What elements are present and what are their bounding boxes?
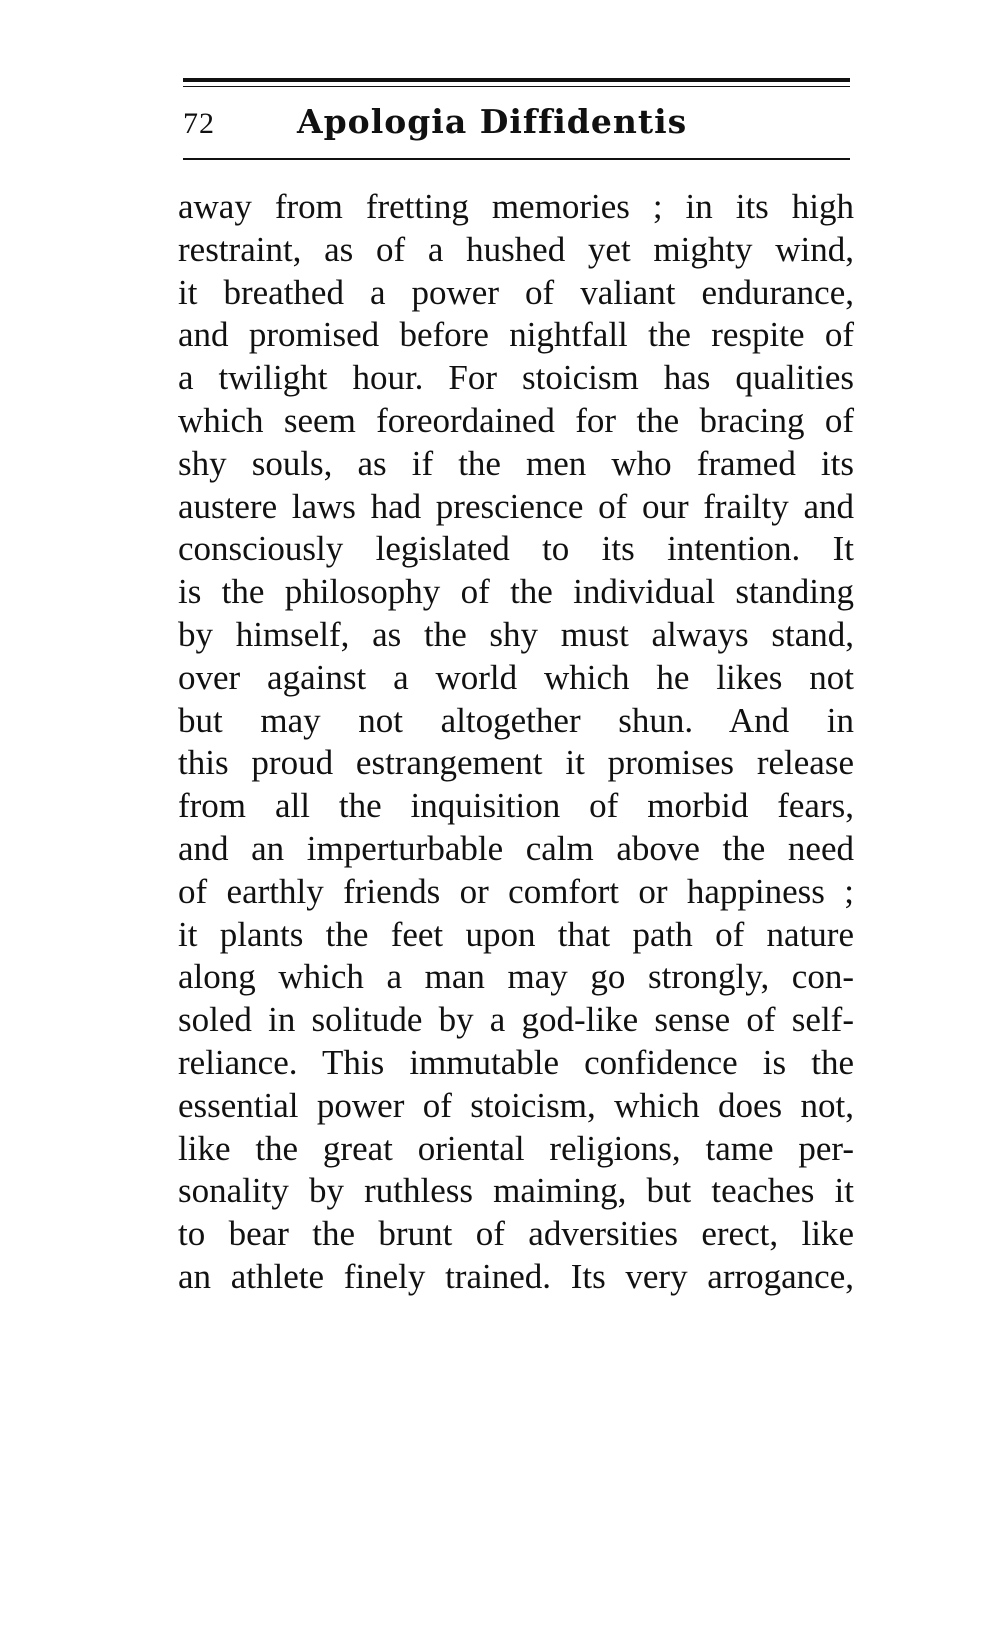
text-line: reliance. This immutable confidence is the (178, 1042, 854, 1082)
text-line: from all the inquisition of morbid fears, (178, 786, 854, 826)
text-line: restraint, as of a hushed yet mighty wind, (178, 229, 854, 269)
text-line: consciously legislated to its intention. It (178, 529, 854, 569)
text-line: like the great oriental religions, tame per- (178, 1128, 854, 1168)
text-line: soled in solitude by a god-like sense of self- (178, 1000, 854, 1040)
text-line: an athlete finely trained. Its very arrogance, (178, 1256, 854, 1296)
page-header (183, 98, 850, 152)
text-line: sonality by ruthless maiming, but teaches it (178, 1171, 854, 1211)
text-line: this proud estrangement it promises release (178, 743, 854, 783)
text-line: essential power of stoicism, which does not, (178, 1085, 854, 1125)
text-line: it breathed a power of valiant endurance, (178, 272, 854, 312)
text-line: which seem foreordained for the bracing of (178, 400, 854, 440)
text-line: shy souls, as if the men who framed its (178, 443, 854, 483)
text-line: is the philosophy of the individual standing (178, 572, 854, 612)
header-rule-thick (183, 78, 850, 82)
text-line: of earthly friends or comfort or happiness ; (178, 871, 854, 911)
header-rule-bottom (183, 158, 850, 160)
text-line: but may not altogether shun. And in (178, 700, 854, 740)
text-line: away from fretting memories ; in its high (178, 187, 854, 226)
header-rule-thin (183, 86, 850, 87)
text-line: along which a man may go strongly, con- (178, 957, 854, 997)
text-line: by himself, as the shy must always stand, (178, 614, 854, 654)
text-line: and an imperturbable calm above the need (178, 828, 854, 868)
page-number: 72 (183, 107, 215, 140)
text-line: to bear the brunt of adversities erect, like (178, 1214, 854, 1254)
text-line: austere laws had prescience of our frailty and (178, 486, 854, 526)
body-text (178, 186, 854, 1299)
text-line: over against a world which he likes not (178, 657, 854, 697)
text-line: and promised before nightfall the respite of (178, 315, 854, 355)
text-line: it plants the feet upon that path of nature (178, 914, 854, 954)
running-title: Apologia Diffidentis (297, 102, 688, 141)
text-line: a twilight hour. For stoicism has qualities (178, 358, 854, 398)
